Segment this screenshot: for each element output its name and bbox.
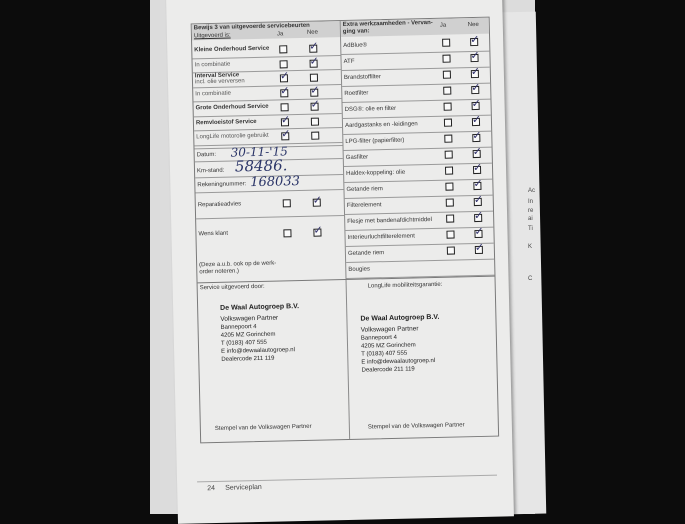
check-mark-icon: ✓ xyxy=(469,32,480,47)
left-item-label: Remvloeistof Service xyxy=(195,118,257,126)
right-row-divider xyxy=(342,83,490,87)
check-mark-icon: ✓ xyxy=(312,193,323,207)
stamp-dealer: Dealercode 211 119 xyxy=(361,366,415,374)
right-item-label: Roetfilter xyxy=(344,90,369,97)
wens-ja-checkbox[interactable] xyxy=(283,229,291,237)
right-item-ja-checkbox[interactable] xyxy=(446,215,454,223)
left-item-label: Interval Service xyxy=(194,72,240,80)
right-item-label: ATF xyxy=(343,58,355,65)
right-row-divider xyxy=(343,131,491,135)
right-item-label: Getande riem xyxy=(346,186,383,193)
stempel-right: Stempel van de Volkswagen Partner xyxy=(367,422,465,431)
reparatie-ja-checkbox[interactable] xyxy=(283,199,291,207)
right-item-label: AdBlue® xyxy=(343,42,368,49)
stamp-street: Bannepoort 4 xyxy=(360,334,397,342)
stamp-dealer: Dealercode 211 119 xyxy=(221,355,275,363)
right-item-ja-checkbox[interactable] xyxy=(444,135,452,143)
right-item-nee-checkbox[interactable] xyxy=(470,48,480,63)
left-item-ja-checkbox[interactable] xyxy=(281,127,291,141)
right-item-nee-checkbox[interactable] xyxy=(471,80,481,95)
right-ja-header: Ja xyxy=(439,22,447,29)
right-row-divider xyxy=(343,115,491,119)
check-mark-icon: ✓ xyxy=(309,39,319,53)
right-item-nee-checkbox[interactable] xyxy=(474,240,485,255)
right-row-divider xyxy=(342,67,490,71)
check-mark-icon: ✓ xyxy=(280,83,290,97)
check-mark-icon: ✓ xyxy=(280,112,291,126)
left-item-ja-checkbox[interactable] xyxy=(279,45,287,53)
right-item-nee-checkbox[interactable] xyxy=(471,96,481,111)
right-row-divider xyxy=(342,99,490,103)
wens-line-top xyxy=(196,215,344,219)
right-row-divider xyxy=(346,243,494,247)
right-item-ja-checkbox[interactable] xyxy=(447,247,455,255)
check-mark-icon: ✓ xyxy=(309,54,319,68)
check-mark-icon: ✓ xyxy=(473,192,484,207)
check-mark-icon: ✓ xyxy=(470,64,481,79)
left-item-label: Kleine Onderhoud Service xyxy=(194,45,270,54)
left-nee-header: Nee xyxy=(306,29,318,36)
check-mark-icon: ✓ xyxy=(471,80,481,95)
right-item-nee-checkbox[interactable] xyxy=(472,128,482,143)
facing-page-tab: ai xyxy=(528,216,533,222)
stamp-tel: T (0183) 407 555 xyxy=(361,350,408,358)
check-mark-icon: ✓ xyxy=(313,223,323,237)
right-row-divider xyxy=(345,227,493,231)
left-item-label: In combinatie xyxy=(195,90,232,97)
left-item-ja-checkbox[interactable] xyxy=(279,69,290,83)
left-item-ja-checkbox[interactable] xyxy=(281,103,289,111)
stamp-partner: Volkswagen Partner xyxy=(360,325,419,334)
facing-page-tab: re xyxy=(528,208,534,214)
right-item-label: Interieurluchtfilterelement xyxy=(347,233,416,241)
wens-nee-checkbox[interactable] xyxy=(313,223,323,237)
right-row-divider xyxy=(341,51,489,55)
right-item-label: Haldex-koppeling: olie xyxy=(346,169,406,177)
check-mark-icon: ✓ xyxy=(473,176,483,191)
facing-page-tab: In xyxy=(528,199,534,205)
check-mark-icon: ✓ xyxy=(279,69,290,83)
right-item-ja-checkbox[interactable] xyxy=(445,151,453,159)
right-item-ja-checkbox[interactable] xyxy=(442,55,450,63)
right-item-label: Aardgastanks en -leidingen xyxy=(344,121,418,129)
right-row-divider xyxy=(344,147,492,151)
check-mark-icon: ✓ xyxy=(471,96,481,111)
check-mark-icon: ✓ xyxy=(472,144,483,159)
right-item-ja-checkbox[interactable] xyxy=(444,119,452,127)
right-row-divider xyxy=(344,179,492,183)
check-mark-icon: ✓ xyxy=(472,128,482,143)
km-label: Km-stand: xyxy=(196,167,225,175)
right-item-ja-checkbox[interactable] xyxy=(444,103,452,111)
service-record-page xyxy=(166,0,514,524)
right-item-nee-checkbox[interactable] xyxy=(471,112,482,127)
right-item-nee-checkbox[interactable] xyxy=(474,224,484,239)
right-item-ja-checkbox[interactable] xyxy=(443,71,451,79)
left-item-label: LongLife motorolie gebruikt xyxy=(196,132,269,141)
right-item-label: Bougies xyxy=(348,266,371,273)
stamp-email: E info@dewaalautogroep.nl xyxy=(221,347,295,355)
left-item-sublabel: incl. olie verversen xyxy=(194,78,245,86)
right-nee-header: Nee xyxy=(467,21,479,29)
km-value: 58486. xyxy=(234,156,288,176)
check-mark-icon: ✓ xyxy=(281,127,291,141)
right-header-line1: Extra werkzaamheden - Vervan- xyxy=(342,19,433,28)
right-item-nee-checkbox[interactable] xyxy=(469,32,480,47)
right-item-nee-checkbox[interactable] xyxy=(473,208,484,223)
right-item-label: Gasfilter xyxy=(345,154,369,161)
stamp-street: Bannepoort 4 xyxy=(220,324,257,331)
left-item-nee-checkbox[interactable] xyxy=(310,83,320,97)
left-item-nee-checkbox[interactable] xyxy=(309,39,319,53)
check-mark-icon: ✓ xyxy=(310,97,320,111)
right-item-nee-checkbox[interactable] xyxy=(473,176,483,191)
facing-page-tab: K xyxy=(528,244,533,250)
longlife-label: LongLife mobiliteitsgarantie: xyxy=(367,281,443,290)
stempel-left: Stempel van de Volkswagen Partner xyxy=(214,423,312,433)
left-item-ja-checkbox[interactable] xyxy=(280,83,290,97)
right-row-divider xyxy=(344,163,492,167)
datum-value: 30-11-'15 xyxy=(230,144,288,160)
stamp-company: De Waal Autogroep B.V. xyxy=(360,313,440,323)
reparatie-label: Reparatieadvies xyxy=(197,201,242,209)
right-item-label: Getande riem xyxy=(347,250,385,257)
facing-page-tab: Ac xyxy=(528,188,536,194)
datum-label: Datum: xyxy=(196,151,217,159)
stamp-city: 4205 MZ Gorinchem xyxy=(360,342,416,350)
right-item-ja-checkbox[interactable] xyxy=(443,87,451,95)
check-mark-icon: ✓ xyxy=(473,208,484,223)
wens-label: Wens klant xyxy=(198,230,229,238)
left-item-nee-checkbox[interactable] xyxy=(310,97,320,111)
stamp-city: 4205 MZ Gorinchem xyxy=(220,331,276,339)
right-item-ja-checkbox[interactable] xyxy=(446,231,454,239)
stamp-email: E info@dewaalautogroep.nl xyxy=(361,357,436,366)
left-col-label: Uitgevoerd is: xyxy=(193,32,231,40)
right-item-nee-checkbox[interactable] xyxy=(470,64,481,79)
left-item-nee-checkbox[interactable] xyxy=(311,117,319,125)
right-item-nee-checkbox[interactable] xyxy=(472,160,483,175)
left-item-label: In combinatie xyxy=(194,61,231,68)
note-line2: order noteren.) xyxy=(199,268,240,276)
rek-label: Rekeningnummer: xyxy=(197,181,247,189)
stamp-company: De Waal Autogroep B.V. xyxy=(220,303,300,312)
check-mark-icon: ✓ xyxy=(474,240,485,255)
right-item-label: Flesje met bandenafdichtmiddel xyxy=(347,217,432,225)
left-header: Bewijs 3 van uitgevoerde servicebeurten xyxy=(193,22,310,32)
left-item-ja-checkbox[interactable] xyxy=(280,60,288,68)
service-record-form xyxy=(191,17,499,444)
dealer-stamp-right xyxy=(360,314,440,375)
rek-value: 168033 xyxy=(250,174,301,191)
right-row-divider xyxy=(345,195,493,199)
right-item-label: Filterelement xyxy=(346,202,382,209)
reparatie-nee-checkbox[interactable] xyxy=(312,193,323,207)
right-item-ja-checkbox[interactable] xyxy=(445,183,453,191)
right-header-line2: ging van: xyxy=(342,28,370,35)
left-item-ja-checkbox[interactable] xyxy=(280,112,291,126)
page-number: 24 xyxy=(207,485,216,493)
right-item-label: LPG-filter (papierfilter) xyxy=(345,137,405,145)
dealer-stamp-left xyxy=(220,303,300,364)
left-ja-header: Ja xyxy=(276,31,284,38)
note-line1: (Deze a.u.b. ook op de werk- xyxy=(199,260,277,269)
left-row-divider xyxy=(194,127,342,131)
right-item-label: Brandstoffilter xyxy=(343,74,381,81)
right-item-nee-checkbox[interactable] xyxy=(473,192,484,207)
check-mark-icon: ✓ xyxy=(470,48,480,63)
left-item-nee-checkbox[interactable] xyxy=(310,74,318,82)
stamp-partner: Volkswagen Partner xyxy=(220,314,279,323)
left-item-nee-checkbox[interactable] xyxy=(309,54,319,68)
footer-rule xyxy=(197,475,497,483)
right-item-label: DSG®: olie en filter xyxy=(344,105,397,113)
facing-page-tab: Ti xyxy=(528,226,533,232)
check-mark-icon: ✓ xyxy=(472,160,483,175)
left-row-divider xyxy=(194,113,342,117)
right-item-ja-checkbox[interactable] xyxy=(442,39,450,47)
right-item-ja-checkbox[interactable] xyxy=(445,167,453,175)
right-row-divider xyxy=(345,211,493,215)
check-mark-icon: ✓ xyxy=(310,83,320,97)
footer-section: Serviceplan xyxy=(225,483,262,492)
facing-page-tab: C xyxy=(528,276,533,282)
right-item-nee-checkbox[interactable] xyxy=(472,144,483,159)
left-item-nee-checkbox[interactable] xyxy=(311,132,319,140)
service-label: Service uitgevoerd door: xyxy=(199,283,265,292)
stamp-tel: T (0183) 407 555 xyxy=(220,339,267,347)
left-item-label: Grote Onderhoud Service xyxy=(195,103,269,112)
right-row-divider xyxy=(346,259,494,263)
check-mark-icon: ✓ xyxy=(474,224,484,239)
right-item-ja-checkbox[interactable] xyxy=(446,199,454,207)
check-mark-icon: ✓ xyxy=(471,112,482,127)
